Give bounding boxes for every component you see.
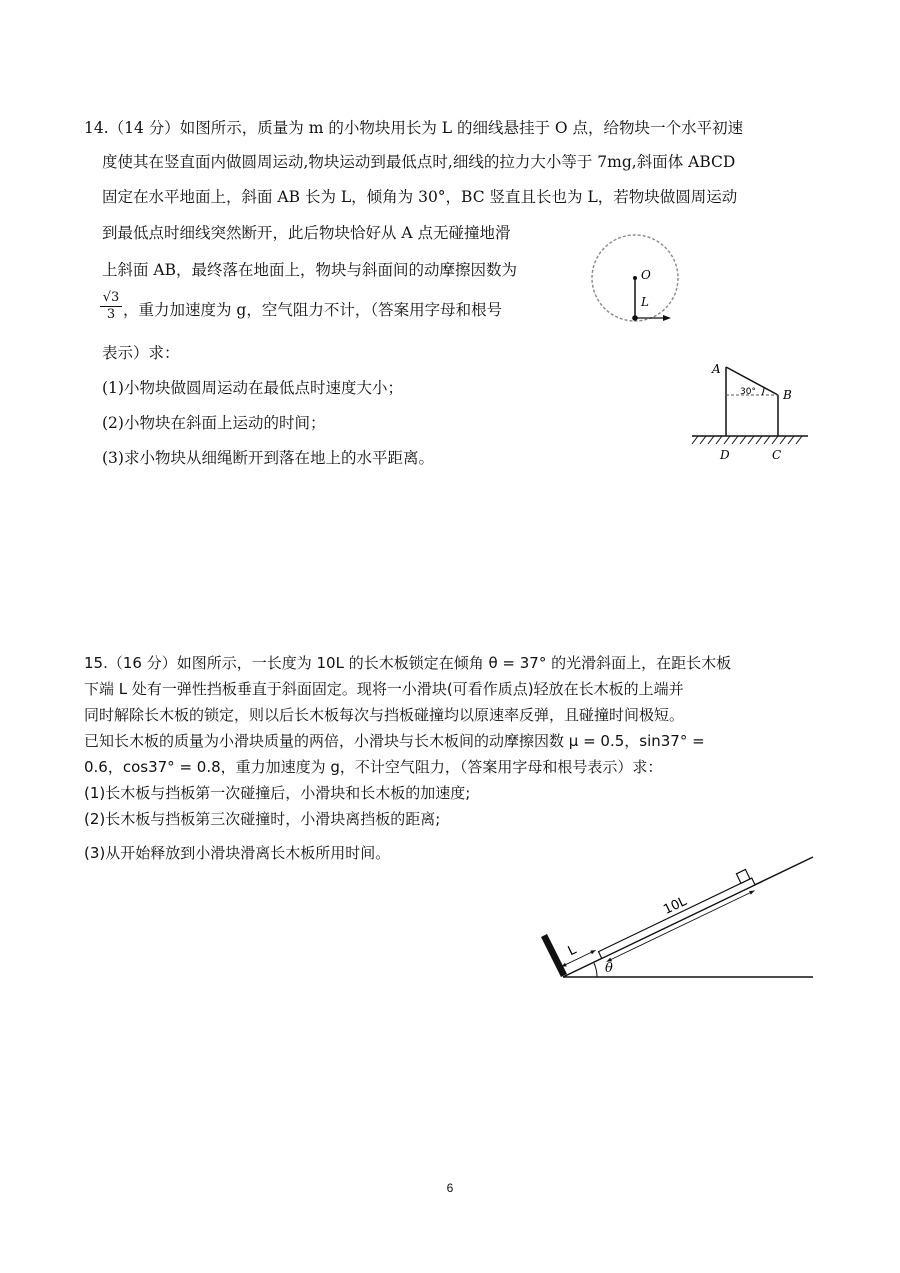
q14-part-2: (2)小物块在斜面上运动的时间； — [102, 414, 326, 432]
q15-line-5: 0.6，cos37° = 0.8，重力加速度为 g，不计空气阻力，（答案用字母和根号表示）求： — [84, 758, 663, 776]
label-B: B — [783, 388, 792, 402]
circular-motion-figure — [585, 232, 685, 332]
q14-line-6: ，重力加速度为 g，空气阻力不计，（答案用字母和根号 — [123, 301, 503, 319]
q15-part-2: (2)长木板与挡板第三次碰撞时，小滑块离挡板的距离; — [84, 810, 441, 828]
mu-fraction — [100, 290, 122, 323]
q15-line-4: 已知长木板的质量为小滑块质量的两倍，小滑块与长木板间的动摩擦因数 μ = 0.5，sin37° = — [84, 732, 705, 750]
label-A: A — [712, 362, 721, 376]
label-O: O — [641, 268, 651, 282]
label-10L: 10L — [661, 894, 690, 918]
incline-figure — [688, 358, 813, 468]
mu-denominator: 3 — [106, 307, 116, 322]
q14-line-1: 14.（14 分）如图所示，质量为 m 的小物块用长为 L 的细线悬挂于 O 点，给物块一个水平初速 — [84, 119, 744, 137]
q15-part-1: (1)长木板与挡板第一次碰撞后，小滑块和长木板的加速度; — [84, 784, 471, 802]
label-theta: θ — [605, 961, 613, 976]
slope-board-figure — [535, 848, 820, 983]
q15-line-3: 同时解除长木板的锁定，则以后长木板每次与挡板碰撞均以原速率反弹，且碰撞时间极短。 — [84, 706, 685, 724]
label-D: D — [720, 448, 730, 462]
label-C: C — [772, 448, 782, 462]
q14-part-3: (3)求小物块从细绳断开到落在地上的水平距离。 — [102, 449, 434, 467]
q15-line-2: 下端 L 处有一弹性挡板垂直于斜面固定。现将一小滑块(可看作质点)轻放在长木板的上端并 — [84, 680, 684, 698]
q14-line-2: 度使其在竖直面内做圆周运动,物块运动到最低点时,细线的拉力大小等于 7mg,斜面体 ABCD — [102, 153, 736, 171]
label-L: L — [641, 295, 649, 309]
long-board — [599, 878, 756, 958]
angle-30-label: 30° — [740, 387, 756, 397]
q15-part-3: (3)从开始释放到小滑块滑离长木板所用时间。 — [84, 844, 391, 862]
q15-line-1: 15.（16 分）如图所示，一长度为 10L 的长木板锁定在倾角 θ = 37° 的光滑斜面上，在距长木板 — [84, 654, 732, 672]
page-number: 6 — [446, 1181, 454, 1195]
q14-line-3: 固定在水平地面上，斜面 AB 长为 L，倾角为 30°，BC 竖直且长也为 L，若物块做圆周运动 — [102, 188, 738, 206]
q14-part-1: (1)小物块做圆周运动在最低点时速度大小； — [102, 379, 403, 397]
q14-line-7: 表示）求： — [102, 344, 180, 362]
label-L-slope: L — [565, 942, 579, 960]
q14-line-5: 上斜面 AB，最终落在地面上，物块与斜面间的动摩擦因数为 — [102, 261, 518, 279]
mu-numerator: √3 — [100, 290, 122, 307]
q14-line-4: 到最低点时细线突然断开，此后物块恰好从 A 点无碰撞地滑 — [102, 224, 511, 242]
